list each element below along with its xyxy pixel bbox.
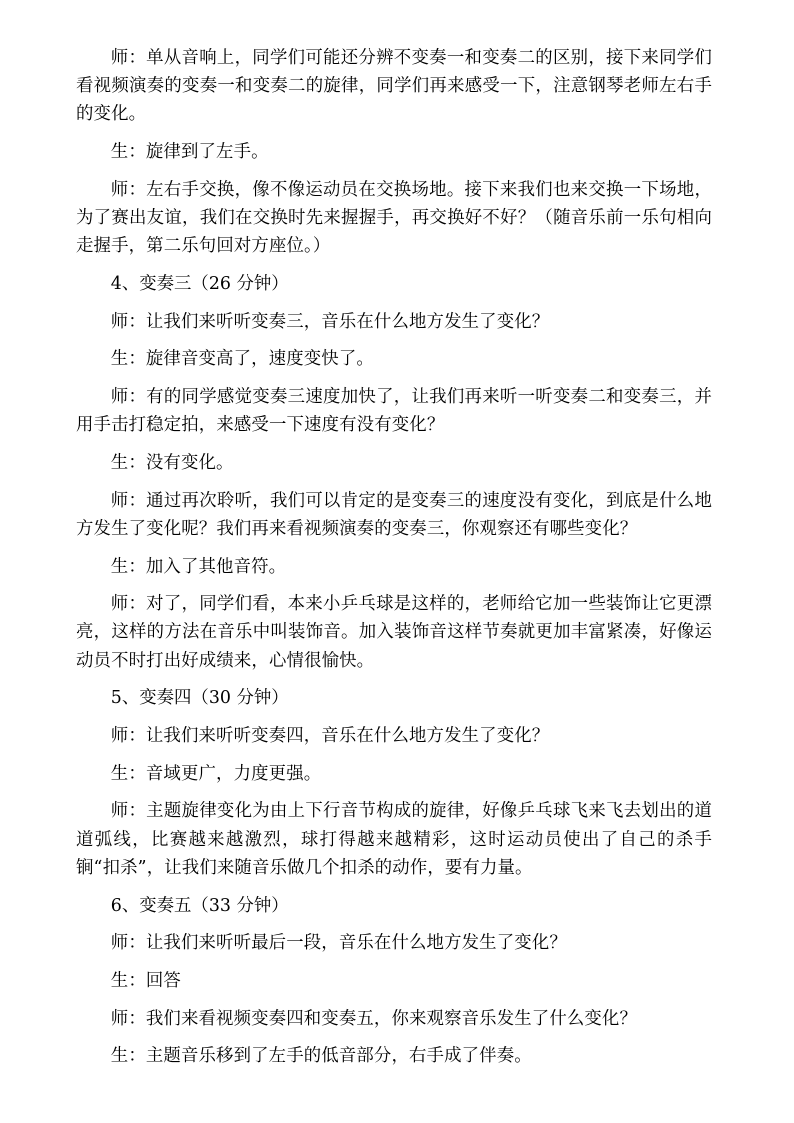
paragraph-student-6: 生：回答 <box>110 970 181 991</box>
paragraph-teacher-10: 师：我们来看视频变奏四和变奏五，你来观察音乐发生了什么变化？ <box>110 1008 638 1029</box>
section-heading-variation-4: 5、变奏四（30 分钟） <box>110 688 289 709</box>
paragraph-student-7: 生：主题音乐移到了左手的低音部分，右手成了伴奏。 <box>110 1046 532 1067</box>
paragraph-student-3: 生：没有变化。 <box>110 452 234 473</box>
section-heading-variation-3: 4、变奏三（26 分钟） <box>110 273 289 294</box>
paragraph-student-2: 生：旋律音变高了，速度变快了。 <box>110 349 374 370</box>
paragraph-teacher-5: 师：通过再次聆听，我们可以肯定的是变奏三的速度没有变化，到底是什么地方发生了变化呢？我们再来看视频演奏的变奏三，你观察还有哪些变化？ <box>76 490 712 539</box>
section-heading-variation-5: 6、变奏五（33 分钟） <box>110 895 289 916</box>
paragraph-teacher-6: 师：对了，同学们看，本来小乒乓球是这样的，老师给它加一些装饰让它更漂亮，这样的方法在音乐中叫装饰音。加入装饰音这样节奏就更加丰富紧凑，好像运动员不时打出好成绩来，心情很愉快。 <box>76 594 712 671</box>
paragraph-student-4: 生：加入了其他音符。 <box>110 556 287 577</box>
paragraph-teacher-1: 师：单从音响上，同学们可能还分辨不变奏一和变奏二的区别，接下来同学们看视频演奏的变奏一和变奏二的旋律，同学们再来感受一下，注意钢琴老师左右手的变化。 <box>76 48 712 125</box>
paragraph-teacher-7: 师：让我们来听听变奏四，音乐在什么地方发生了变化？ <box>110 726 550 747</box>
paragraph-teacher-4: 师：有的同学感觉变奏三速度加快了，让我们再来听一听变奏二和变奏三，并用手击打稳定拍，来感受一下速度有没有变化？ <box>76 387 712 436</box>
paragraph-student-5: 生：音域更广，力度更强。 <box>110 763 322 784</box>
paragraph-teacher-8: 师：主题旋律变化为由上下行音节构成的旋律，好像乒乓球飞来飞去划出的道道弧线，比赛越来越激烈，球打得越来越精彩，这时运动员使出了自己的杀手锏“扣杀”，让我们来随音乐做几个扣杀的动作，要有力量。 <box>76 801 712 878</box>
paragraph-teacher-2: 师：左右手交换，像不像运动员在交换场地。接下来我们也来交换一下场地，为了赛出友谊，我们在交换时先来握握手，再交换好不好？（随音乐前一乐句相向走握手，第二乐句回对方座位。） <box>76 179 712 257</box>
paragraph-student-1: 生：旋律到了左手。 <box>110 142 269 163</box>
paragraph-teacher-9: 师：让我们来听听最后一段，音乐在什么地方发生了变化？ <box>110 933 567 954</box>
paragraph-teacher-3: 师：让我们来听听变奏三，音乐在什么地方发生了变化？ <box>110 311 550 332</box>
